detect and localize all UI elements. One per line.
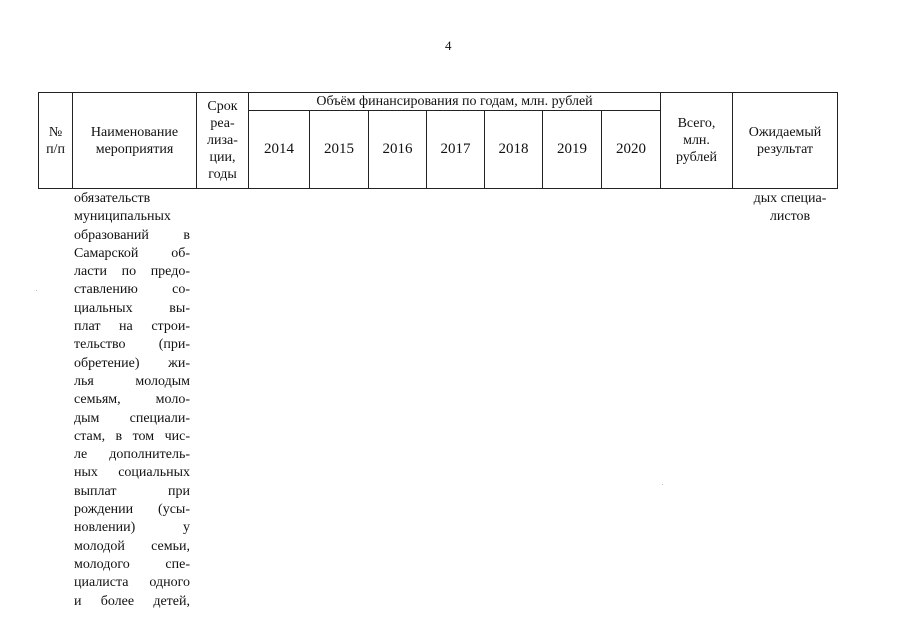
text-line: образований в (74, 227, 190, 243)
text-line: ласти по предо- (74, 264, 190, 280)
header-financing: Объём финансирования по годам, млн. рублей (249, 93, 661, 111)
header-year: 2014 (249, 111, 310, 189)
text-line: рождении (усы- (74, 502, 190, 518)
text-line: ных социальных (74, 465, 190, 481)
scan-speck (662, 484, 663, 485)
text-line: новлении) у (74, 520, 190, 536)
text-line: тельство (при- (74, 337, 190, 353)
text-line: плат на строи- (74, 319, 190, 335)
measure-name-continuation (74, 190, 190, 611)
scan-speck (36, 290, 37, 291)
text-line: циальных вы- (74, 300, 190, 316)
header-name: Наименование мероприятия (73, 93, 197, 189)
text-line: муниципальных (74, 209, 171, 225)
header-term: Срок реа- лиза- ции, годы (197, 93, 249, 189)
header-result: Ожидаемый результат (733, 93, 838, 189)
header-total: Всего, млн. рублей (661, 93, 733, 189)
text-line: молодого спе- (74, 556, 190, 572)
text-line: лья молодым (74, 373, 190, 389)
text-line: молодой семьи, (74, 538, 190, 554)
text-line: выплат при (74, 483, 190, 499)
text-line: дым специали- (74, 410, 190, 426)
text-line: стам, в том чис- (74, 428, 190, 444)
text-line: Самарской об- (74, 245, 190, 261)
page-number: 4 (445, 38, 452, 53)
text-line: и более детей, (74, 593, 190, 609)
header-num: № п/п (39, 93, 73, 189)
result-line: листов (769, 209, 811, 225)
text-line: обязательств (74, 191, 151, 206)
expected-result-continuation (737, 190, 843, 227)
result-line: дых специа- (753, 191, 827, 206)
header-year: 2020 (602, 111, 661, 189)
header-year: 2017 (427, 111, 485, 189)
text-line: обретение) жи- (74, 355, 190, 371)
text-line: ле дополнитель- (74, 447, 190, 463)
header-year: 2016 (369, 111, 427, 189)
header-year: 2015 (310, 111, 369, 189)
text-line: ставлению со- (74, 282, 190, 298)
header-year: 2018 (485, 111, 543, 189)
financing-table-header (38, 92, 838, 189)
text-line: циалиста одного (74, 575, 190, 591)
text-line: семьям, моло- (74, 392, 190, 408)
header-year: 2019 (543, 111, 602, 189)
